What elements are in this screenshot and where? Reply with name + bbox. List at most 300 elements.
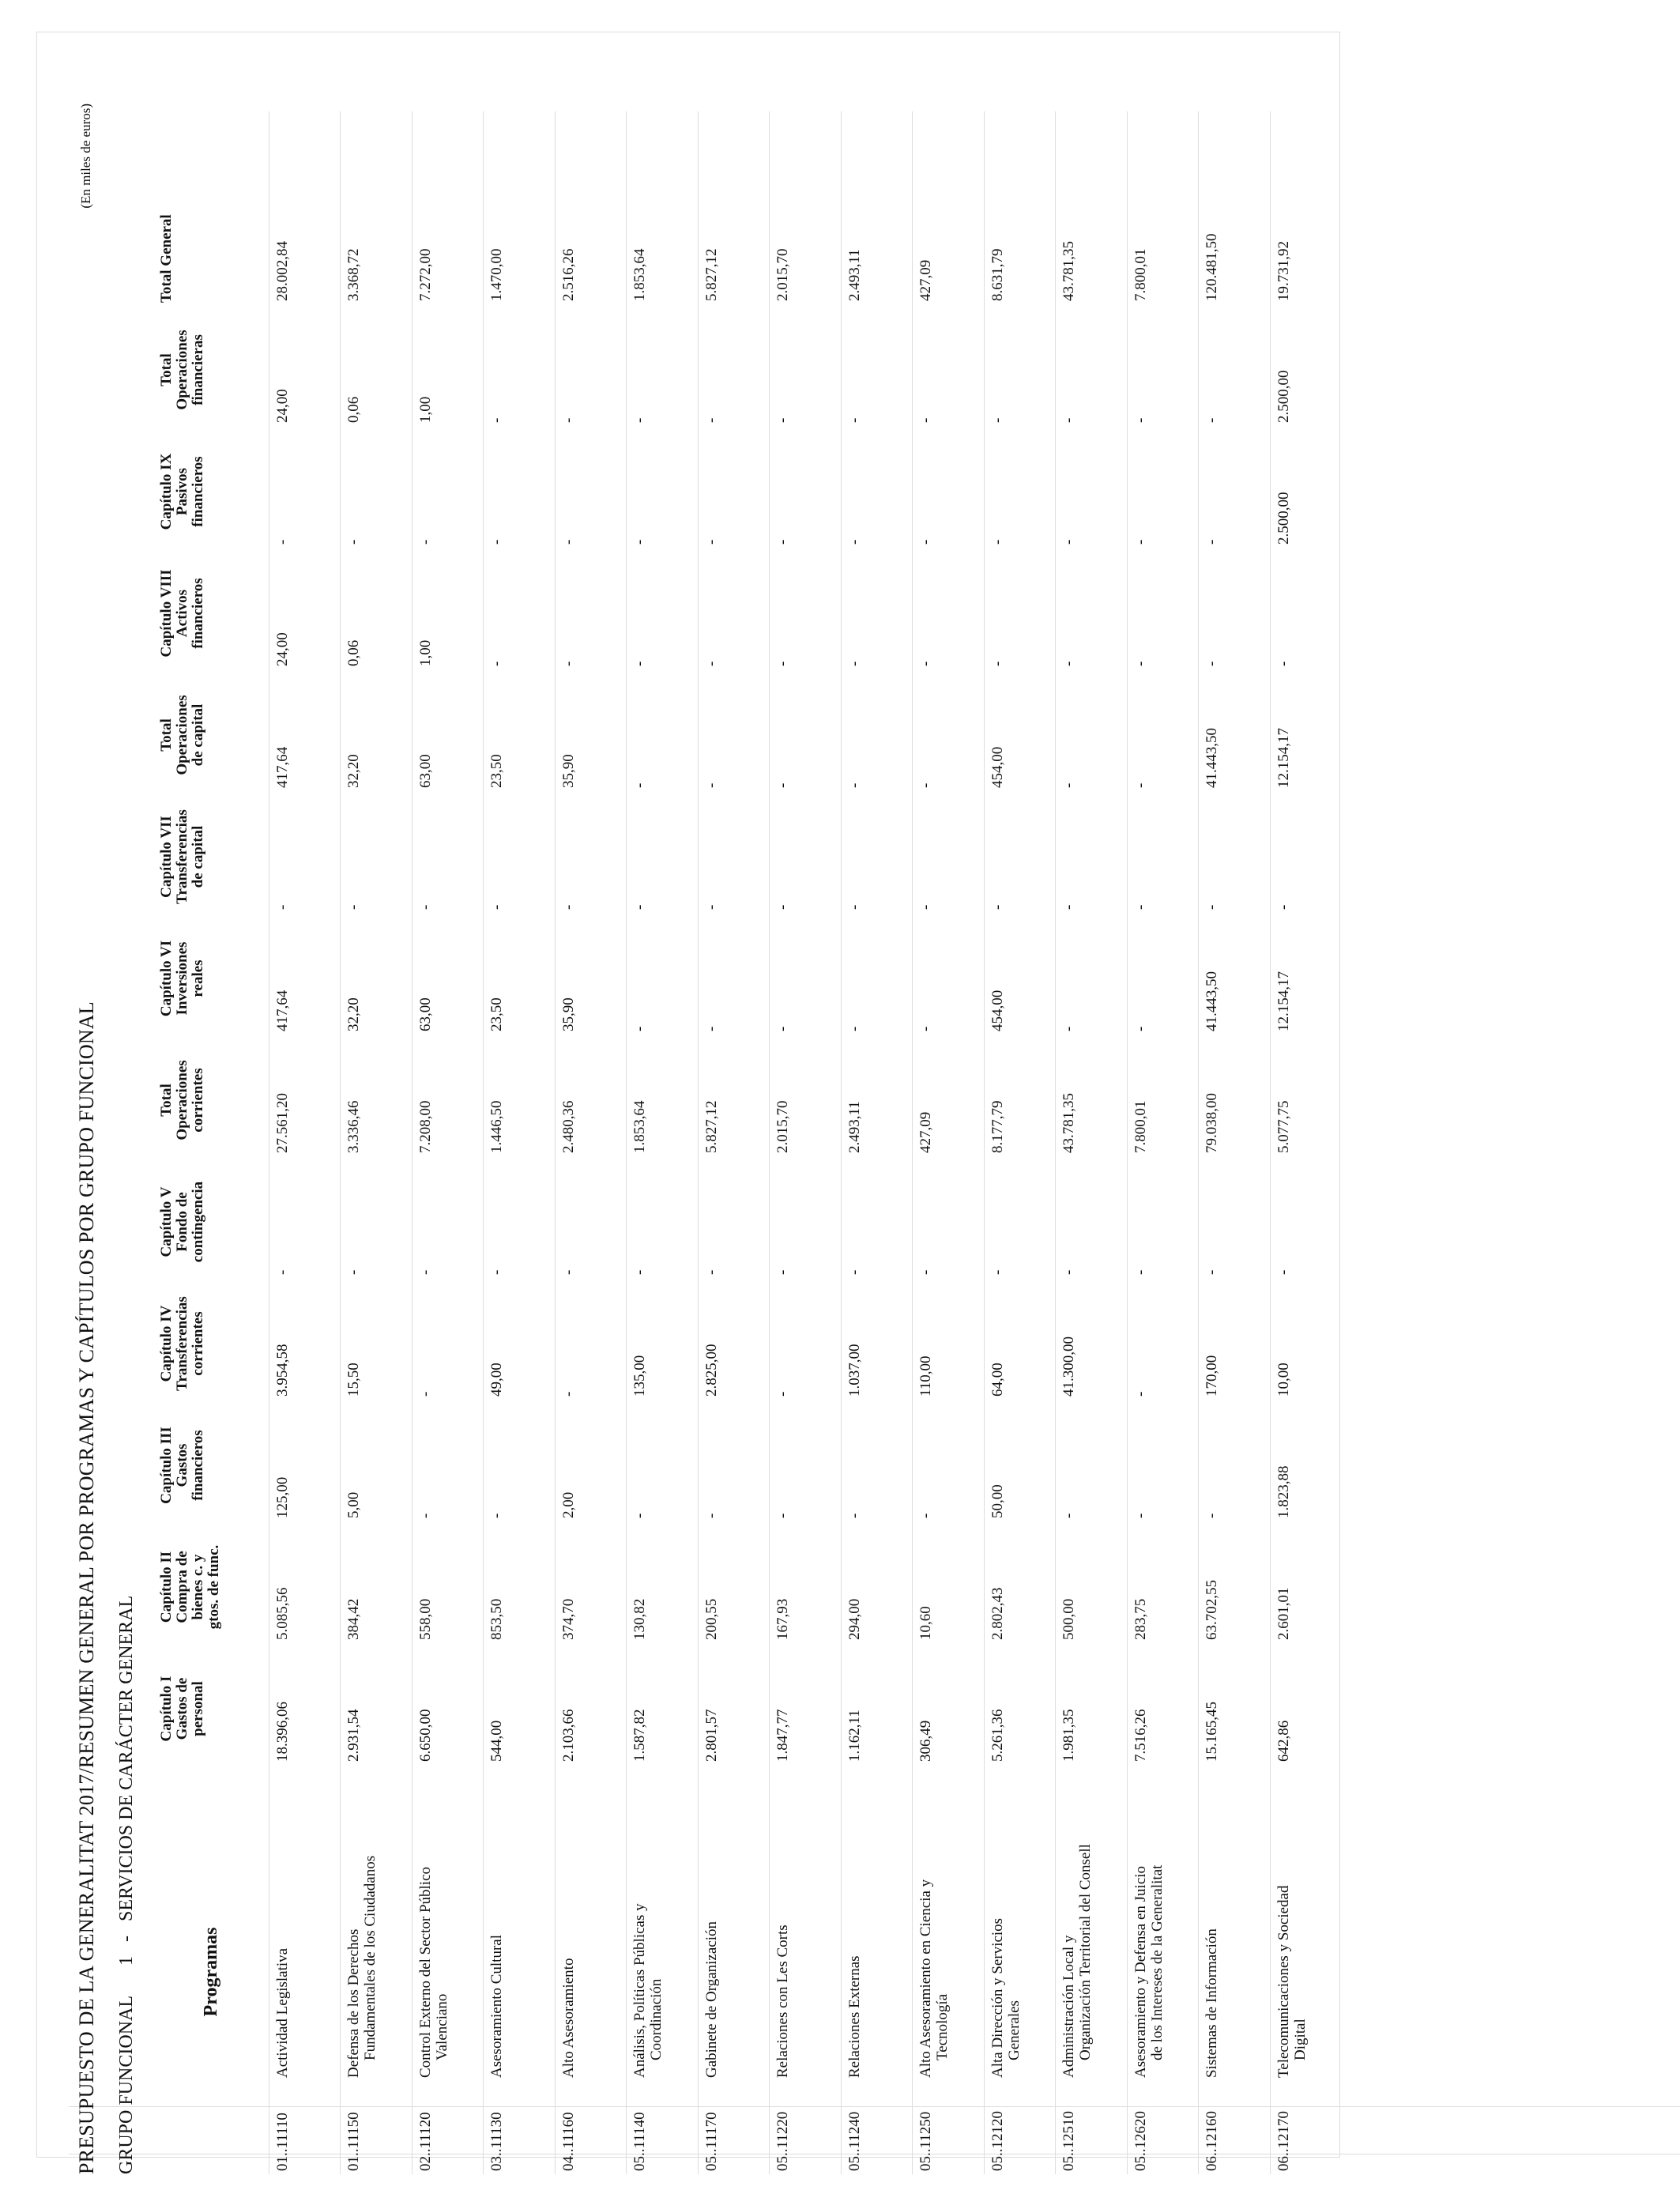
table-row	[269, 111, 341, 2174]
value-cell-cap4: -	[770, 1283, 842, 1404]
program-name	[1275, 1785, 1309, 2078]
value-cell-tot-cap: 32,20	[341, 674, 412, 796]
value-cell-tot-corr: 27.561,20	[269, 1039, 341, 1161]
table-body	[269, 111, 1342, 2174]
col-header-line: Fondo de	[174, 1192, 190, 1252]
budget-table	[154, 111, 1342, 2174]
value-cell-tot-cap: 417,64	[269, 674, 341, 796]
value-cell-cap9: -	[555, 431, 627, 552]
col-header-line: Capítulo V	[158, 1186, 175, 1257]
value-cell-tot-cap: 41.443,50	[1199, 674, 1271, 796]
program-name-line: Tecnología	[934, 1993, 951, 2060]
col-header-line: Gastos	[174, 1443, 190, 1487]
value-cell-cap4: 135,00	[627, 1283, 699, 1404]
value-cell-cap6: 32,20	[341, 918, 412, 1039]
col-header-line: bienes c. y	[190, 1554, 206, 1620]
program-name-line: Alto Asesoramiento en Ciencia y	[917, 1879, 934, 2078]
value-cell-cap6: 35,90	[555, 918, 627, 1039]
value-cell-cap3: 125,00	[269, 1404, 341, 1526]
value-cell-cap2: 2.802,43	[984, 1526, 1056, 1648]
value-cell-cap8: 0,06	[341, 552, 412, 674]
value-cell-tot-cap: -	[770, 674, 842, 796]
value-cell-tot-fin: -	[484, 309, 556, 431]
units-note: (En miles de euros)	[78, 104, 93, 209]
value-cell-cap1: 2.801,57	[698, 1648, 770, 1770]
value-cell-cap4: 10,00	[1270, 1283, 1342, 1404]
page-title: PRESUPUESTO DE LA GENERALITAT 2017/RESUMEN GENERAL POR PROGRAMAS Y CAPÍTULOS POR GRUPO FUNCIONAL	[75, 1001, 98, 2174]
table-row	[412, 111, 484, 2174]
value-cell-cap8: -	[1056, 552, 1128, 674]
value-cell-cap5: -	[1127, 1161, 1199, 1283]
col-header-line: Pasivos	[174, 467, 190, 516]
value-cell-cap8: -	[484, 552, 556, 674]
col-header-line: Capítulo IX	[158, 453, 175, 530]
program-code: 06..12160	[1203, 2111, 1220, 2171]
value-cell-cap7: -	[412, 796, 484, 918]
program-name	[846, 1785, 863, 2078]
value-cell-cap7: -	[341, 796, 412, 918]
program-name-line: Relaciones con Les Corts	[774, 1924, 791, 2078]
value-cell-cap3: -	[484, 1404, 556, 1526]
value-cell-tot-cap: 23,50	[484, 674, 556, 796]
value-cell-cap7: -	[484, 796, 556, 918]
col-header-line: Operaciones	[174, 1060, 190, 1140]
col-header-line: Total	[158, 1084, 175, 1117]
table-row	[770, 111, 842, 2174]
program-name	[774, 1785, 791, 2078]
program-name	[703, 1785, 720, 2078]
value-cell-cap8: 1,00	[412, 552, 484, 674]
program-name-line: Valenciano	[433, 1993, 450, 2060]
program-name-line: Telecomunicaciones y Sociedad	[1275, 1885, 1292, 2078]
value-cell-tot-corr: 79.038,00	[1199, 1039, 1271, 1161]
value-cell-tot-corr: 5.077,75	[1270, 1039, 1342, 1161]
value-cell-tot-cap: -	[1056, 674, 1128, 796]
value-cell-tot-fin: 1,00	[412, 309, 484, 431]
value-cell-cap9: -	[1127, 431, 1199, 552]
col-header-line: corrientes	[190, 1311, 206, 1376]
value-cell-cap1: 544,00	[484, 1648, 556, 1770]
group-label: GRUPO FUNCIONAL	[116, 1995, 137, 2174]
value-cell-cap4: 3.954,58	[269, 1283, 341, 1404]
value-cell-cap7: -	[984, 796, 1056, 918]
value-cell-tot-corr: 2.493,11	[841, 1039, 913, 1161]
col-header-line: Compra de	[174, 1551, 190, 1623]
value-cell-total-general: 2.015,70	[770, 111, 842, 309]
value-cell-cap8: -	[555, 552, 627, 674]
value-cell-cap6: 63,00	[412, 918, 484, 1039]
program-name	[989, 1785, 1023, 2078]
value-cell-cap7: -	[770, 796, 842, 918]
group-number: 1	[116, 1955, 137, 1966]
value-cell-cap4: -	[412, 1283, 484, 1404]
value-cell-cap8: -	[841, 552, 913, 674]
value-cell-tot-fin: 0,06	[341, 309, 412, 431]
col-header-cap9	[154, 431, 269, 552]
col-header-line: Inversiones	[174, 941, 190, 1016]
value-cell-cap3: -	[841, 1404, 913, 1526]
table-row	[1056, 111, 1128, 2174]
program-cell	[984, 1770, 1056, 2174]
col-header-line: financieros	[190, 578, 206, 649]
value-cell-cap3: -	[698, 1404, 770, 1526]
table-row	[1270, 111, 1342, 2174]
value-cell-cap5: -	[1199, 1161, 1271, 1283]
value-cell-cap4: 41.300,00	[1056, 1283, 1128, 1404]
value-cell-cap3: 2,00	[555, 1404, 627, 1526]
value-cell-cap1: 6.650,00	[412, 1648, 484, 1770]
col-header-total-general	[154, 111, 269, 309]
value-cell-cap4: -	[1127, 1283, 1199, 1404]
program-name	[917, 1785, 951, 2078]
value-cell-tot-corr: 1.853,64	[627, 1039, 699, 1161]
value-cell-cap6: -	[770, 918, 842, 1039]
program-name-line: de los Intereses de la Generalitat	[1148, 1864, 1166, 2060]
value-cell-cap4: 49,00	[484, 1283, 556, 1404]
value-cell-cap8: -	[1270, 552, 1342, 674]
value-cell-cap9: -	[484, 431, 556, 552]
program-name-line: Relaciones Externas	[846, 1955, 863, 2078]
value-cell-cap7: -	[555, 796, 627, 918]
value-cell-tot-corr: 2.480,36	[555, 1039, 627, 1161]
value-cell-cap3: -	[627, 1404, 699, 1526]
header-row	[154, 111, 269, 2174]
value-cell-total-general: 8.631,79	[984, 111, 1056, 309]
col-header-line: Total General	[158, 214, 175, 303]
value-cell-cap8: -	[1127, 552, 1199, 674]
value-cell-cap9: -	[627, 431, 699, 552]
value-cell-cap7: -	[1127, 796, 1199, 918]
value-cell-tot-fin: -	[770, 309, 842, 431]
value-cell-cap9: -	[269, 431, 341, 552]
value-cell-cap8: -	[770, 552, 842, 674]
value-cell-cap7: -	[841, 796, 913, 918]
value-cell-cap3: 50,00	[984, 1404, 1056, 1526]
rotated-page	[69, 96, 1373, 2190]
value-cell-tot-cap: -	[913, 674, 985, 796]
col-header-line: reales	[190, 959, 206, 997]
value-cell-cap6: -	[1127, 918, 1199, 1039]
table-row	[484, 111, 556, 2174]
value-cell-cap1: 18.396,06	[269, 1648, 341, 1770]
col-header-line: Transferencias	[174, 809, 190, 904]
col-header-tot-fin	[154, 309, 269, 431]
value-cell-cap9: -	[913, 431, 985, 552]
col-header-line: financieros	[190, 456, 206, 527]
program-name-line: Digital	[1291, 2019, 1309, 2060]
group-dash: -	[116, 1935, 137, 1942]
value-cell-cap5: -	[1056, 1161, 1128, 1283]
value-cell-cap2: 63.702,55	[1199, 1526, 1271, 1648]
col-header-cap6	[154, 918, 269, 1039]
value-cell-tot-fin: -	[841, 309, 913, 431]
program-name-line: Coordinación	[648, 1978, 665, 2060]
value-cell-cap1: 306,49	[913, 1648, 985, 1770]
value-cell-cap6: 417,64	[269, 918, 341, 1039]
value-cell-cap1: 7.516,26	[1127, 1648, 1199, 1770]
value-cell-cap6: -	[627, 918, 699, 1039]
table-row	[1199, 111, 1271, 2174]
value-cell-cap4: 110,00	[913, 1283, 985, 1404]
value-cell-tot-corr: 3.336,46	[341, 1039, 412, 1161]
col-header-line: Operaciones	[174, 695, 190, 775]
program-cell	[1270, 1770, 1342, 2174]
program-code: 05..11140	[631, 2112, 648, 2171]
program-name	[417, 1785, 450, 2078]
value-cell-tot-fin: -	[1127, 309, 1199, 431]
value-cell-total-general: 19.731,92	[1270, 111, 1342, 309]
program-name-line: Fundamentales de los Ciudadanos	[362, 1855, 379, 2060]
value-cell-tot-corr: 43.781,35	[1056, 1039, 1128, 1161]
value-cell-cap3: -	[1199, 1404, 1271, 1526]
value-cell-cap2: 5.085,56	[269, 1526, 341, 1648]
value-cell-cap9: -	[770, 431, 842, 552]
value-cell-cap5: -	[770, 1161, 842, 1283]
value-cell-cap1: 2.931,54	[341, 1648, 412, 1770]
program-code: 05..12510	[1060, 2111, 1077, 2171]
value-cell-cap9: -	[698, 431, 770, 552]
col-header-line: Transferencias	[174, 1296, 190, 1391]
value-cell-cap1: 1.587,82	[627, 1648, 699, 1770]
group-heading	[116, 1596, 137, 2174]
col-header-line: Activos	[174, 589, 190, 638]
col-header-line: Total	[158, 718, 175, 752]
program-code: 06..12170	[1275, 2111, 1292, 2171]
value-cell-cap1: 1.981,35	[1056, 1648, 1128, 1770]
col-header-cap1	[154, 1648, 269, 1770]
value-cell-cap2: 10,60	[913, 1526, 985, 1648]
col-header-line: Gastos de	[174, 1677, 190, 1740]
value-cell-total-general: 120.481,50	[1199, 111, 1271, 309]
col-header-programas: Programas	[201, 1927, 222, 2017]
program-cell	[412, 1770, 484, 2174]
col-header-cap5	[154, 1161, 269, 1283]
value-cell-cap2: 384,42	[341, 1526, 412, 1648]
program-name-line: Defensa de los Derechos	[345, 1928, 362, 2078]
value-cell-cap9: -	[1199, 431, 1271, 552]
value-cell-cap6: 12.154,17	[1270, 918, 1342, 1039]
value-cell-cap3: -	[412, 1404, 484, 1526]
program-name-line: Gabinete de Organización	[703, 1921, 720, 2078]
program-code: 05..12620	[1132, 2111, 1149, 2171]
program-name-line: Administración Local y	[1060, 1935, 1077, 2078]
value-cell-cap7: -	[269, 796, 341, 918]
value-cell-cap7: -	[913, 796, 985, 918]
program-name-line: Generales	[1005, 2000, 1023, 2060]
value-cell-cap9: -	[341, 431, 412, 552]
value-cell-tot-fin: -	[555, 309, 627, 431]
program-code: 01..11110	[273, 2113, 291, 2171]
program-name-line: Actividad Legislativa	[273, 1947, 291, 2078]
value-cell-cap4: 2.825,00	[698, 1283, 770, 1404]
col-header-tot-corr	[154, 1039, 269, 1161]
value-cell-cap3: 5,00	[341, 1404, 412, 1526]
program-code: 05..11250	[917, 2111, 934, 2171]
value-cell-total-general: 7.272,00	[412, 111, 484, 309]
value-cell-cap7: -	[698, 796, 770, 918]
table-header	[154, 111, 269, 2174]
program-name-line: Asesoramiento Cultural	[488, 1935, 505, 2078]
program-cell	[770, 1770, 842, 2174]
col-header-line: financieras	[190, 334, 206, 405]
program-code: 02..11120	[416, 2112, 434, 2171]
value-cell-total-general: 1.853,64	[627, 111, 699, 309]
program-code: 05..11220	[774, 2111, 791, 2171]
value-cell-cap1: 1.847,77	[770, 1648, 842, 1770]
value-cell-tot-cap: -	[698, 674, 770, 796]
group-name: SERVICIOS DE CARÁCTER GENERAL	[116, 1595, 137, 1921]
program-name-line: Alto Asesoramiento	[559, 1958, 577, 2078]
value-cell-cap5: -	[913, 1161, 985, 1283]
col-header-line: gtos. de func.	[205, 1544, 222, 1630]
value-cell-cap1: 5.261,36	[984, 1648, 1056, 1770]
value-cell-cap2: 558,00	[412, 1526, 484, 1648]
value-cell-total-general: 1.470,00	[484, 111, 556, 309]
value-cell-tot-fin: -	[698, 309, 770, 431]
value-cell-cap3: -	[1056, 1404, 1128, 1526]
value-cell-cap7: -	[1056, 796, 1128, 918]
program-name	[274, 1785, 291, 2078]
value-cell-cap9: 2.500,00	[1270, 431, 1342, 552]
program-name-line: Asesoramiento y Defensa en Juicio	[1132, 1865, 1149, 2078]
col-header-cap3	[154, 1404, 269, 1526]
col-header-line: Capítulo III	[158, 1427, 175, 1504]
col-header-line: contingencia	[190, 1181, 206, 1263]
value-cell-cap3: -	[913, 1404, 985, 1526]
program-name	[1132, 1785, 1166, 2078]
program-cell	[627, 1770, 699, 2174]
table-row	[555, 111, 627, 2174]
col-header-line: de capital	[190, 703, 206, 767]
program-name	[488, 1785, 505, 2078]
program-name	[1060, 1785, 1094, 2078]
value-cell-tot-fin: 2.500,00	[1270, 309, 1342, 431]
value-cell-cap7: -	[1270, 796, 1342, 918]
value-cell-tot-cap: 63,00	[412, 674, 484, 796]
value-cell-total-general: 43.781,35	[1056, 111, 1128, 309]
value-cell-total-general: 427,09	[913, 111, 985, 309]
value-cell-cap5: -	[627, 1161, 699, 1283]
value-cell-cap8: -	[627, 552, 699, 674]
program-name-line: Análisis, Políticas Públicas y	[631, 1903, 648, 2078]
value-cell-tot-cap: -	[627, 674, 699, 796]
value-cell-cap4: -	[555, 1283, 627, 1404]
value-cell-cap9: -	[984, 431, 1056, 552]
value-cell-tot-cap: 35,90	[555, 674, 627, 796]
value-cell-cap9: -	[1056, 431, 1128, 552]
col-header-line: Capítulo VIII	[158, 569, 175, 658]
value-cell-cap8: 24,00	[269, 552, 341, 674]
value-cell-cap6: 454,00	[984, 918, 1056, 1039]
program-code: 04..11160	[559, 2112, 577, 2171]
value-cell-cap1: 15.165,45	[1199, 1648, 1271, 1770]
program-name	[1203, 1785, 1220, 2078]
col-header-cap8	[154, 552, 269, 674]
program-cell	[698, 1770, 770, 2174]
col-header-line: Capítulo VI	[158, 940, 175, 1017]
col-header-line: Capítulo VII	[158, 816, 175, 898]
program-name-line: Alta Dirección y Servicios	[989, 1917, 1006, 2078]
value-cell-tot-cap: -	[841, 674, 913, 796]
value-cell-tot-cap: 12.154,17	[1270, 674, 1342, 796]
col-header-line: Operaciones	[174, 330, 190, 410]
value-cell-tot-corr: 7.208,00	[412, 1039, 484, 1161]
value-cell-cap5: -	[555, 1161, 627, 1283]
value-cell-cap2: 200,55	[698, 1526, 770, 1648]
value-cell-cap6: -	[1056, 918, 1128, 1039]
value-cell-cap3: -	[770, 1404, 842, 1526]
table-row	[984, 111, 1056, 2174]
value-cell-cap7: -	[627, 796, 699, 918]
program-name	[560, 1785, 577, 2078]
value-cell-cap5: -	[484, 1161, 556, 1283]
value-cell-tot-fin: 24,00	[269, 309, 341, 431]
col-header-line: Capítulo I	[158, 1676, 175, 1742]
value-cell-cap2: 500,00	[1056, 1526, 1128, 1648]
value-cell-tot-fin: -	[627, 309, 699, 431]
value-cell-cap4: 170,00	[1199, 1283, 1271, 1404]
program-cell	[1056, 1770, 1128, 2174]
program-cell	[913, 1770, 985, 2174]
program-code: 05..11240	[846, 2111, 863, 2171]
value-cell-cap2: 283,75	[1127, 1526, 1199, 1648]
value-cell-cap2: 130,82	[627, 1526, 699, 1648]
program-code: 05..12120	[989, 2111, 1006, 2171]
table-row	[698, 111, 770, 2174]
value-cell-tot-corr: 1.446,50	[484, 1039, 556, 1161]
program-cell	[269, 1770, 341, 2174]
value-cell-total-general: 2.516,26	[555, 111, 627, 309]
col-header-line: de capital	[190, 825, 206, 888]
value-cell-cap5: -	[412, 1161, 484, 1283]
value-cell-total-general: 2.493,11	[841, 111, 913, 309]
col-header-cap4	[154, 1283, 269, 1404]
col-header-line: personal	[190, 1681, 206, 1736]
value-cell-tot-corr: 8.177,79	[984, 1039, 1056, 1161]
value-cell-cap1: 2.103,66	[555, 1648, 627, 1770]
table-row	[841, 111, 913, 2174]
value-cell-tot-corr: 427,09	[913, 1039, 985, 1161]
value-cell-cap9: -	[841, 431, 913, 552]
value-cell-tot-corr: 2.015,70	[770, 1039, 842, 1161]
value-cell-cap5: -	[269, 1161, 341, 1283]
value-cell-cap4: 15,50	[341, 1283, 412, 1404]
col-header-tot-cap	[154, 674, 269, 796]
value-cell-cap2: 374,70	[555, 1526, 627, 1648]
table-row	[341, 111, 412, 2174]
value-cell-cap5: -	[841, 1161, 913, 1283]
col-header-line: Capítulo IV	[158, 1305, 175, 1382]
program-code: 03..11130	[488, 2112, 505, 2171]
col-header-line: corrientes	[190, 1068, 206, 1133]
program-cell	[841, 1770, 913, 2174]
value-cell-cap6: 23,50	[484, 918, 556, 1039]
value-cell-cap3: 1.823,88	[1270, 1404, 1342, 1526]
value-cell-tot-fin: -	[984, 309, 1056, 431]
value-cell-cap7: -	[1199, 796, 1271, 918]
program-cell	[484, 1770, 556, 2174]
program-cell	[341, 1770, 412, 2174]
value-cell-total-general: 7.800,01	[1127, 111, 1199, 309]
value-cell-tot-fin: -	[1199, 309, 1271, 431]
value-cell-cap2: 294,00	[841, 1526, 913, 1648]
value-cell-cap8: -	[984, 552, 1056, 674]
value-cell-cap6: 41.443,50	[1199, 918, 1271, 1039]
value-cell-cap4: 1.037,00	[841, 1283, 913, 1404]
program-cell	[1127, 1770, 1199, 2174]
value-cell-cap5: -	[984, 1161, 1056, 1283]
value-cell-total-general: 5.827,12	[698, 111, 770, 309]
